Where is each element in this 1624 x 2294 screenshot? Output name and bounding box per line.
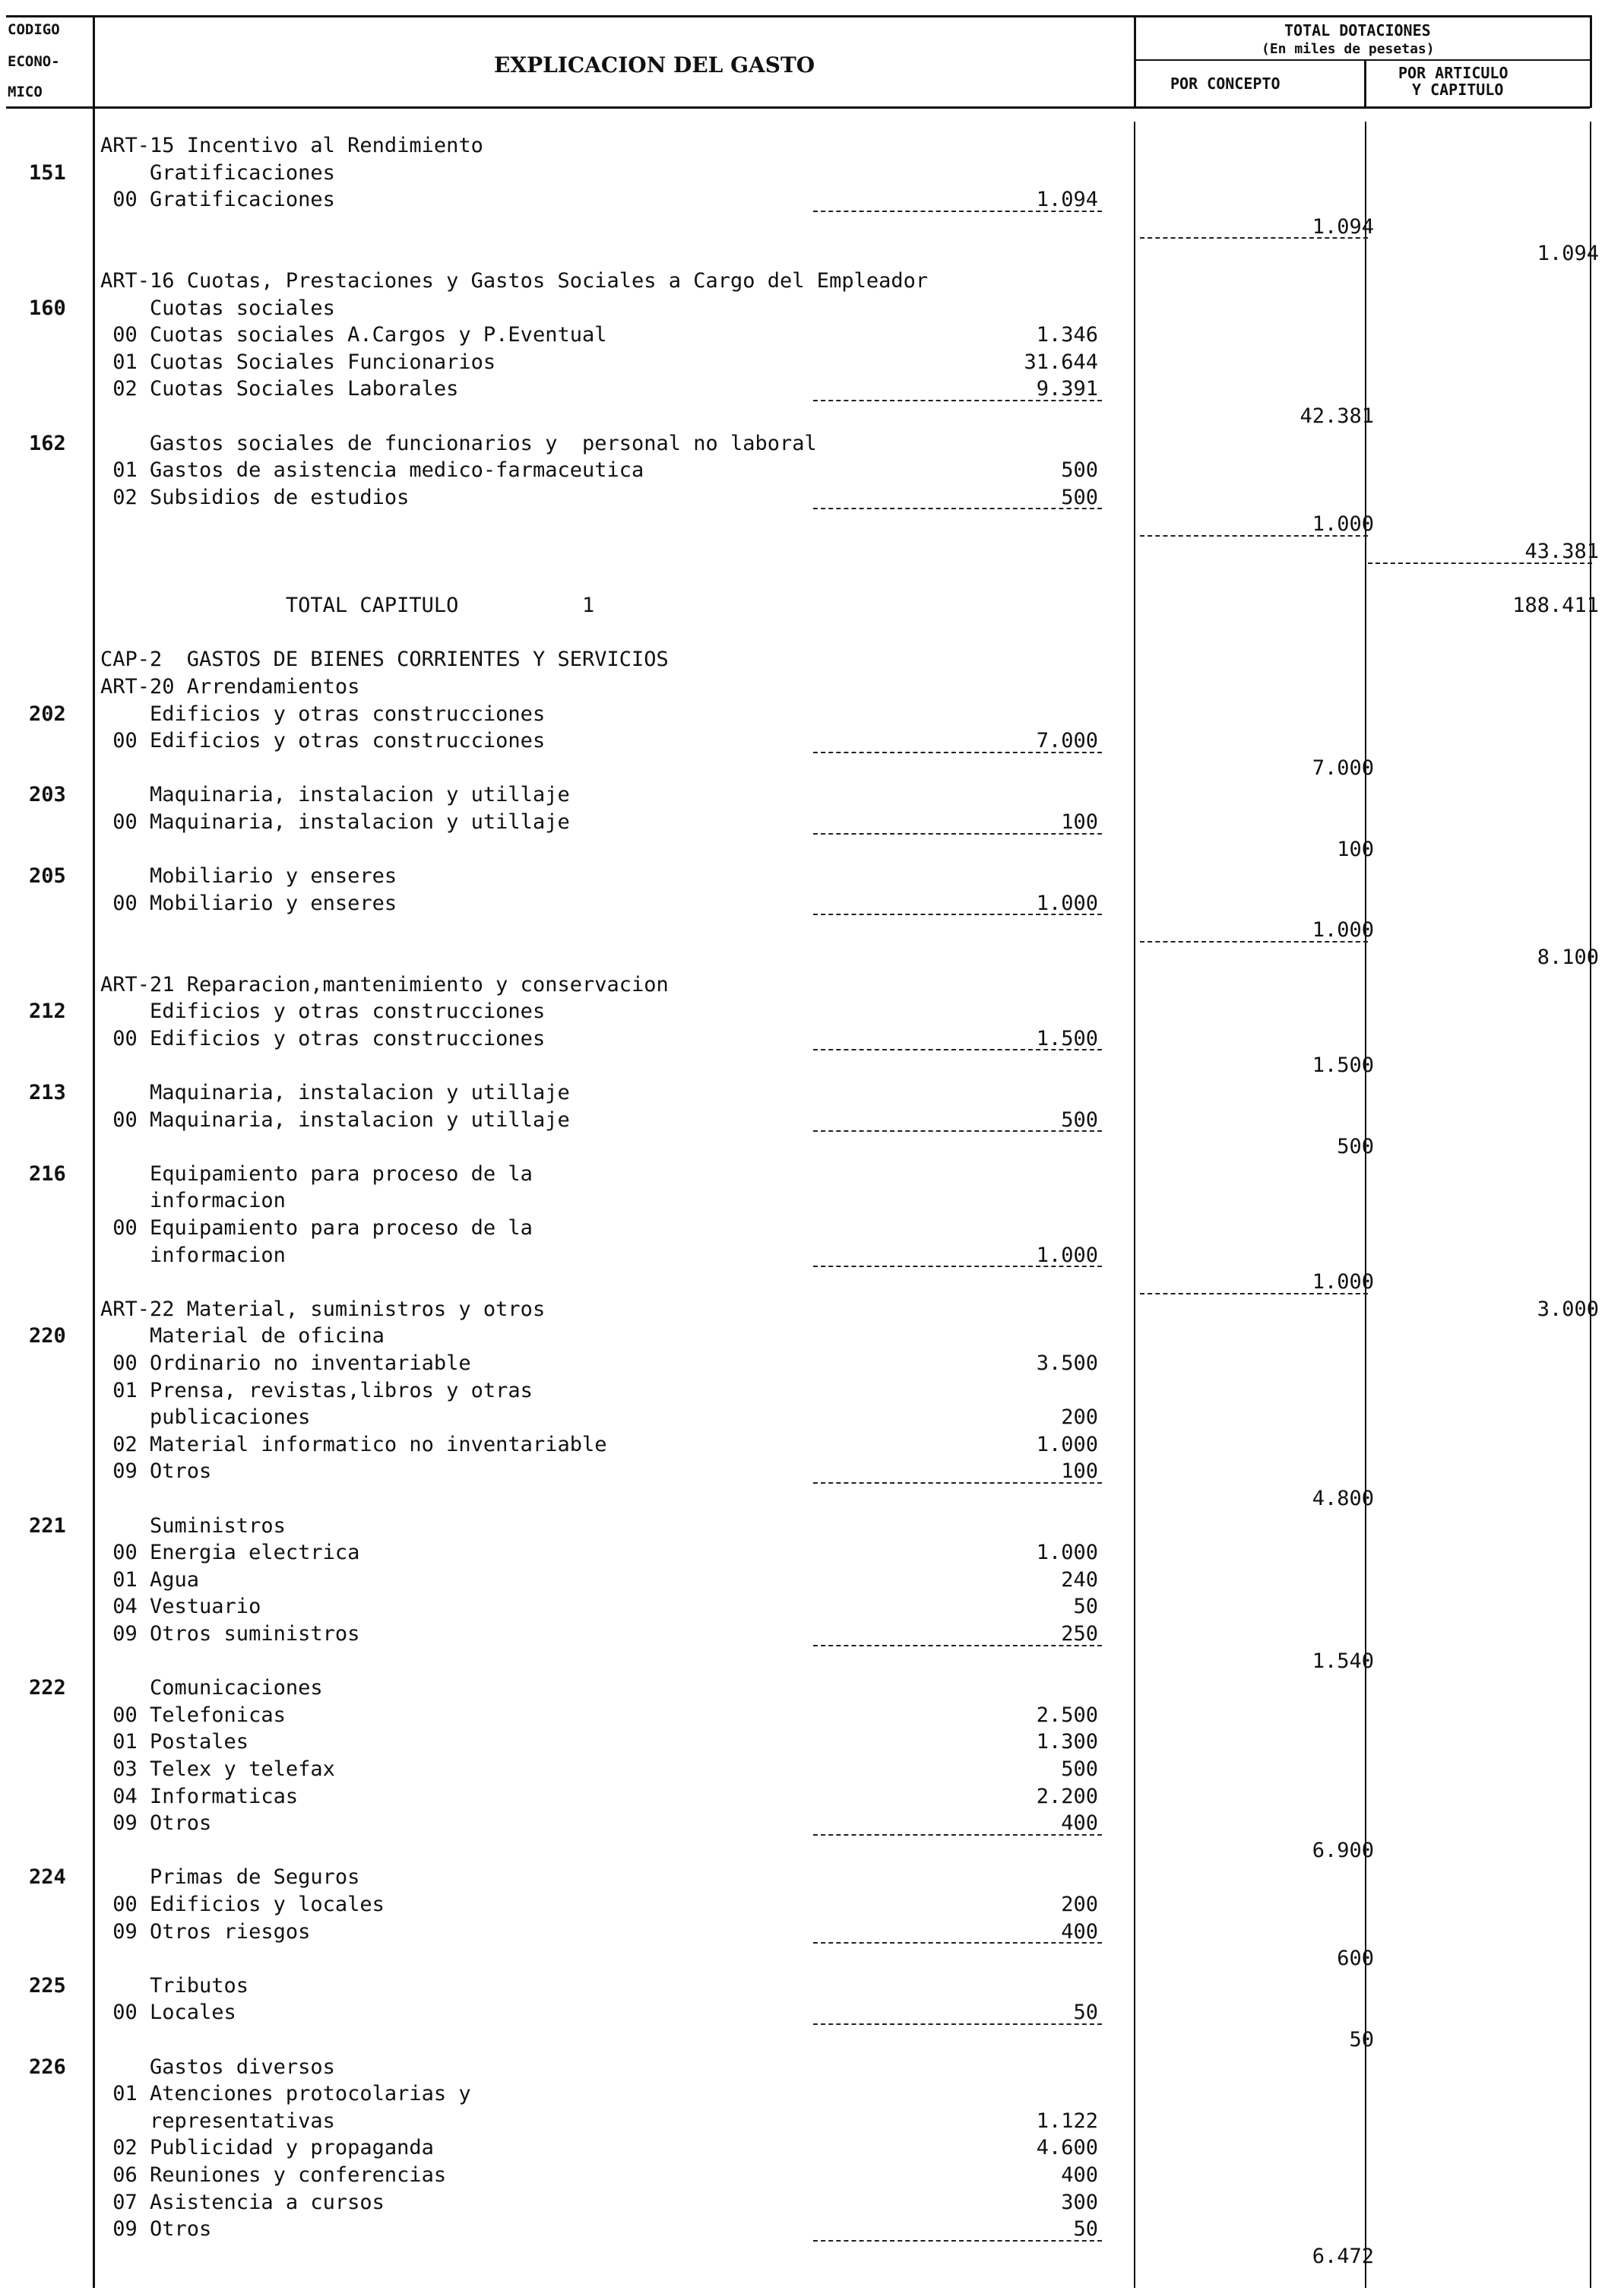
subtotal-dashed-rule (813, 1130, 1102, 1132)
row-code: 222 (29, 1676, 66, 1700)
row-code: 220 (29, 1324, 66, 1348)
row-text: 00 Edificios y otras construcciones (100, 729, 546, 753)
row-text: publicaciones (100, 1405, 311, 1429)
row-amt-amount: 1.300 (1036, 1730, 1098, 1754)
row-amt-amount: 50 (1073, 2217, 1098, 2241)
body-right-rule (1590, 122, 1591, 2288)
row-text: 00 Maquinaria, instalacion y utillaje (100, 810, 570, 834)
row-amt-amount: 500 (1061, 1108, 1098, 1132)
subtotal-dashed-rule (813, 1482, 1102, 1484)
row-text: ART-22 Material, suministros y otros (100, 1298, 546, 1321)
row-articulo-amount: 188.411 (1512, 594, 1599, 617)
row-text: 09 Otros riesgos (100, 1920, 311, 1944)
row-articulo-amount: 1.094 (1537, 242, 1599, 265)
subtotal-dashed-rule (1140, 1293, 1368, 1294)
row-text: 00 Mobiliario y enseres (100, 892, 397, 915)
row-text: Maquinaria, instalacion y utillaje (100, 1081, 570, 1104)
row-code: 226 (29, 2055, 66, 2079)
row-text: Edificios y otras construcciones (100, 702, 546, 726)
row-concepto-amount: 7.000 (1312, 756, 1374, 780)
row-amt-amount: 50 (1073, 2001, 1098, 2024)
total-subheader: (En miles de pesetas) (1262, 41, 1435, 57)
subtotal-dashed-rule (813, 1049, 1102, 1050)
row-text: Suministros (100, 1514, 286, 1538)
row-amt-amount: 1.094 (1036, 188, 1098, 211)
row-code: 203 (29, 783, 66, 806)
row-amt-amount: 200 (1061, 1893, 1098, 1916)
row-concepto-amount: 1.000 (1312, 512, 1374, 536)
col-articulo-header-line1: POR ARTICULO (1398, 64, 1508, 82)
row-code: 205 (29, 864, 66, 888)
concepto-header-rule (1364, 59, 1366, 108)
row-articulo-amount: 3.000 (1537, 1298, 1599, 1321)
row-text: 02 Subsidios de estudios (100, 486, 410, 509)
row-concepto-amount: 1.094 (1312, 215, 1374, 239)
row-code: 160 (29, 296, 66, 320)
row-code: 213 (29, 1081, 66, 1104)
row-concepto-amount: 500 (1337, 1135, 1374, 1158)
col-concepto-header: POR CONCEPTO (1170, 74, 1281, 93)
row-code: 216 (29, 1162, 66, 1186)
row-amt-amount: 500 (1061, 458, 1098, 482)
row-text: 00 Edificios y locales (100, 1893, 385, 1916)
row-text: Tributos (100, 1974, 249, 1998)
subtotal-dashed-rule (813, 508, 1102, 509)
row-amt-amount: 7.000 (1036, 729, 1098, 753)
row-code: 151 (29, 161, 66, 185)
row-concepto-amount: 1.500 (1312, 1054, 1374, 1077)
total-header: TOTAL DOTACIONES (1284, 21, 1431, 40)
row-amt-amount: 1.000 (1036, 1541, 1098, 1564)
row-text: Edificios y otras construcciones (100, 1000, 546, 1023)
row-text: 01 Prensa, revistas,libros y otras (100, 1379, 533, 1402)
row-amt-amount: 400 (1061, 1811, 1098, 1835)
row-text: 06 Reuniones y conferencias (100, 2163, 447, 2187)
row-amt-amount: 300 (1061, 2191, 1098, 2214)
subtotal-dashed-rule (813, 2023, 1102, 2025)
row-text: Maquinaria, instalacion y utillaje (100, 783, 570, 806)
row-amt-amount: 100 (1061, 1459, 1098, 1483)
row-amt-amount: 100 (1061, 810, 1098, 834)
row-articulo-amount: 43.381 (1524, 540, 1599, 563)
row-amt-amount: 50 (1073, 1595, 1098, 1618)
row-amt-amount: 1.122 (1036, 2109, 1098, 2133)
row-text: ART-21 Reparacion,mantenimiento y conservacion (100, 973, 669, 996)
row-text: 00 Equipamiento para proceso de la (100, 1216, 533, 1240)
subtotal-dashed-rule (813, 1942, 1102, 1944)
row-amt-amount: 1.000 (1036, 892, 1098, 915)
row-text: Gastos sociales de funcionarios y personal no laboral (100, 432, 817, 455)
row-text: 01 Postales (100, 1730, 249, 1754)
row-text: Gastos diversos (100, 2055, 335, 2079)
subtotal-dashed-rule (1140, 237, 1368, 239)
row-text: ART-20 Arrendamientos (100, 675, 360, 699)
row-text: 00 Maquinaria, instalacion y utillaje (100, 1108, 570, 1132)
code-column-rule (93, 15, 95, 2288)
row-articulo-amount: 8.100 (1537, 946, 1599, 969)
code-header-line3: MICO (8, 84, 43, 100)
row-text: 04 Informaticas (100, 1785, 299, 1808)
row-concepto-amount: 50 (1349, 2028, 1374, 2052)
row-text: 00 Telefonicas (100, 1703, 286, 1727)
row-text: Equipamiento para proceso de la (100, 1162, 533, 1186)
row-text: representativas (100, 2109, 335, 2133)
code-header-line2: ECONO- (8, 53, 60, 70)
row-text: Cuotas sociales (100, 296, 335, 320)
row-concepto-amount: 4.800 (1312, 1487, 1374, 1510)
row-text: 09 Otros (100, 1459, 212, 1483)
row-code: 225 (29, 1974, 66, 1998)
row-amt-amount: 400 (1061, 2163, 1098, 2187)
row-text: 07 Asistencia a cursos (100, 2191, 385, 2214)
row-text: ART-16 Cuotas, Prestaciones y Gastos Sociales a Cargo del Empleador (100, 269, 929, 293)
subtotal-dashed-rule (1140, 941, 1368, 943)
row-amt-amount: 500 (1061, 486, 1098, 509)
row-text: CAP-2 GASTOS DE BIENES CORRIENTES Y SERVICIOS (100, 648, 669, 671)
row-amt-amount: 4.600 (1036, 2136, 1098, 2159)
row-amt-amount: 240 (1061, 1568, 1098, 1592)
row-text: informacion (100, 1244, 286, 1267)
row-amt-amount: 1.000 (1036, 1244, 1098, 1267)
row-text: 03 Telex y telefax (100, 1757, 335, 1781)
row-text: 00 Energia electrica (100, 1541, 360, 1564)
row-text: 00 Ordinario no inventariable (100, 1351, 471, 1375)
subtotal-dashed-rule (813, 211, 1102, 212)
col-articulo-header-line2: Y CAPITULO (1412, 81, 1504, 99)
row-amt-amount: 1.000 (1036, 1433, 1098, 1456)
row-text: 00 Cuotas sociales A.Cargos y P.Eventual (100, 323, 607, 347)
row-concepto-amount: 6.900 (1312, 1839, 1374, 1862)
subtotal-dashed-rule (813, 2240, 1102, 2242)
row-concepto-amount: 1.000 (1312, 1270, 1374, 1294)
row-text: 00 Edificios y otras construcciones (100, 1027, 546, 1050)
total-subheader-rule (1134, 59, 1590, 61)
row-text: Material de oficina (100, 1324, 385, 1348)
subtotal-dashed-rule (813, 1266, 1102, 1267)
row-amt-amount: 2.200 (1036, 1785, 1098, 1808)
row-code: 221 (29, 1514, 66, 1538)
row-amt-amount: 9.391 (1036, 377, 1098, 401)
concepto-left-rule (1134, 122, 1135, 2288)
row-text: TOTAL CAPITULO 1 (100, 594, 595, 617)
row-text: 02 Cuotas Sociales Laborales (100, 377, 459, 401)
row-amt-amount: 1.346 (1036, 323, 1098, 347)
subtotal-dashed-rule (1140, 535, 1368, 537)
row-text: 00 Locales (100, 2001, 236, 2024)
row-concepto-amount: 1.540 (1312, 1649, 1374, 1673)
row-amt-amount: 200 (1061, 1405, 1098, 1429)
subtotal-dashed-rule (813, 1834, 1102, 1836)
header-top-rule (6, 15, 1590, 17)
subtotal-dashed-rule (1368, 562, 1592, 564)
row-text: 02 Material informatico no inventariable (100, 1433, 607, 1456)
row-amt-amount: 400 (1061, 1920, 1098, 1944)
code-header-line1: CODIGO (8, 21, 60, 38)
row-concepto-amount: 6.472 (1312, 2245, 1374, 2268)
subtotal-dashed-rule (813, 914, 1102, 915)
page-title: EXPLICACION DEL GASTO (494, 52, 815, 78)
row-text: 00 Gratificaciones (100, 188, 335, 211)
subtotal-dashed-rule (813, 1645, 1102, 1646)
row-text: 09 Otros (100, 1811, 212, 1835)
total-column-rule (1134, 15, 1136, 108)
row-text: 01 Atenciones protocolarias y (100, 2082, 471, 2105)
row-text: 01 Cuotas Sociales Funcionarios (100, 350, 496, 374)
row-code: 212 (29, 1000, 66, 1023)
row-concepto-amount: 100 (1337, 838, 1374, 861)
row-text: 04 Vestuario (100, 1595, 261, 1618)
row-text: Primas de Seguros (100, 1865, 360, 1889)
subtotal-dashed-rule (813, 752, 1102, 753)
row-concepto-amount: 42.381 (1300, 404, 1374, 428)
row-amt-amount: 31.644 (1024, 350, 1098, 374)
row-amt-amount: 3.500 (1036, 1351, 1098, 1375)
row-text: 09 Otros suministros (100, 1622, 360, 1646)
row-concepto-amount: 600 (1337, 1947, 1374, 1970)
row-text: ART-15 Incentivo al Rendimiento (100, 134, 483, 157)
row-amt-amount: 250 (1061, 1622, 1098, 1646)
row-text: 01 Gastos de asistencia medico-farmaceutica (100, 458, 644, 482)
row-amt-amount: 1.500 (1036, 1027, 1098, 1050)
header-bottom-rule (6, 106, 1590, 109)
subtotal-dashed-rule (813, 400, 1102, 401)
right-edge-rule (1590, 15, 1592, 108)
row-code: 224 (29, 1865, 66, 1889)
row-text: 02 Publicidad y propaganda (100, 2136, 434, 2159)
row-concepto-amount: 1.000 (1312, 918, 1374, 942)
row-text: 01 Agua (100, 1568, 200, 1592)
row-text: 09 Otros (100, 2217, 212, 2241)
row-code: 162 (29, 432, 66, 455)
row-code: 202 (29, 702, 66, 726)
row-text: informacion (100, 1189, 286, 1212)
row-text: Mobiliario y enseres (100, 864, 397, 888)
row-text: Comunicaciones (100, 1676, 323, 1700)
row-text: Gratificaciones (100, 161, 335, 185)
row-amt-amount: 2.500 (1036, 1703, 1098, 1727)
row-amt-amount: 500 (1061, 1757, 1098, 1781)
subtotal-dashed-rule (813, 833, 1102, 835)
